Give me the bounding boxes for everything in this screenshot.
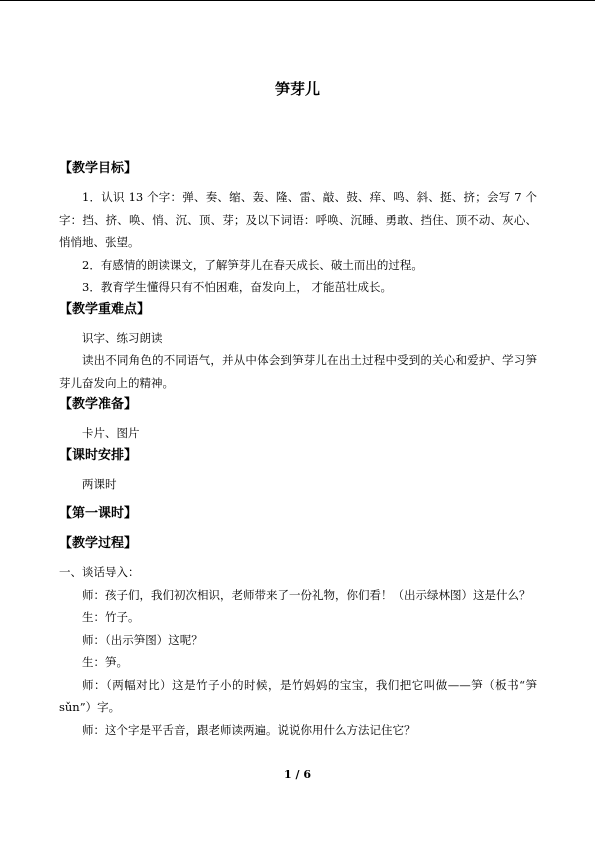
key-point: 识字、练习朗读	[82, 330, 163, 345]
dialogue-line: 师：这个字是平舌音，跟老师读两遍。说说你用什么方法记住它？	[82, 722, 416, 737]
prep-heading: 【教学准备】	[59, 397, 138, 412]
schedule-text: 两课时	[82, 476, 117, 491]
dialogue-line: 师：孩子们，我们初次相识，老师带来了一份礼物，你们看！（出示绿林图）这是什么？	[82, 587, 531, 602]
key-points-heading: 【教学重难点】	[59, 301, 151, 317]
dialogue-line: 师：（两幅对比）这是竹子小的时候，是竹妈妈的宝宝，我们把它叫做——笋（板书“笋 sǔn”）字。	[59, 677, 537, 714]
goals-heading: 【教学目标】	[59, 161, 138, 176]
prep-text: 卡片、图片	[82, 426, 140, 440]
dialogue-line: 生：竹子。	[82, 610, 140, 624]
schedule-heading: 【课时安排】	[59, 447, 138, 463]
dialogue-line: 生：笋。	[82, 655, 128, 669]
page-title: 笋芽儿	[274, 80, 320, 98]
process-intro: 一、谈话导入：	[59, 565, 140, 579]
header-rule	[0, 0, 595, 1]
document-body	[59, 158, 537, 741]
goal-item: 2．有感情的朗读课文，了解笋芽儿在春天成长、破土而出的过程。	[82, 257, 423, 272]
key-point: 读出不同角色的不同语气，并从中体会到笋芽儿在出土过程中受到的关心和爱护、学习笋芽儿奋发向上的精神。	[59, 353, 537, 390]
goal-item: 1．认识 13 个字：弹、奏、缩、轰、隆、雷、敲、鼓、痒、鸣、斜、挺、挤；会写 7 个字：挡、挤、唤、悄、沉、顶、芽；及以下词语：呼唤、沉睡、勇敢、挡住、顶不动、灰心、悄悄地、张望。	[59, 190, 537, 249]
goal-item: 3．教育学生懂得只有不怕困难，奋发向上， 才能茁壮成长。	[82, 280, 392, 294]
process-heading: 【教学过程】	[59, 536, 138, 551]
dialogue-line: 师：（出示笋图）这呢？	[82, 632, 203, 647]
page-number: 1 / 6	[284, 768, 311, 781]
lesson-heading: 【第一课时】	[59, 506, 138, 521]
